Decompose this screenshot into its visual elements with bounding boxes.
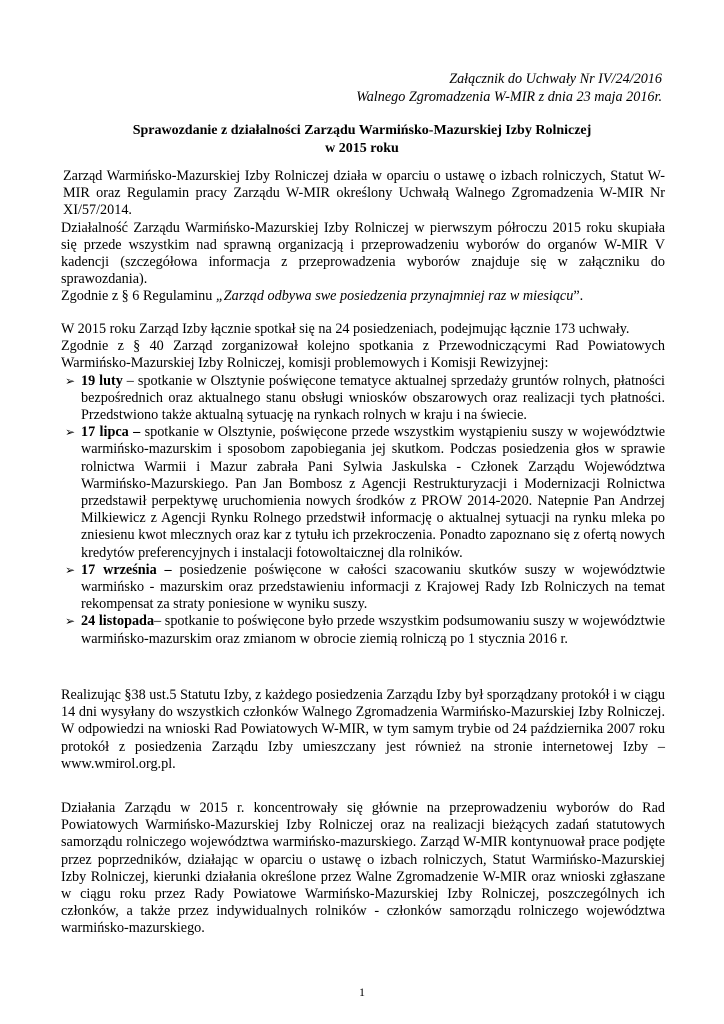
- arrow-bullet-icon: ➢: [65, 562, 76, 577]
- meetings-paragraph-2: Zgodnie z § 40 Zarząd zorganizował kolejno spotkania z Przewodniczącymi Rad Powiatowych Warmińsko-Mazurskiej Izby Rolniczej, komisji problemowych i Komisji Rewizyjnej:: [61, 338, 665, 372]
- intro-p3-prefix: Zgodnie z § 6 Regulaminu: [61, 288, 216, 305]
- activities-paragraph: Działania Zarządu w 2015 r. koncentrowały się głównie na przeprowadzeniu wyborów do Rad Powiatowych Warmińsko-Mazurskiej Izby Rolniczej oraz na realizacji bieżących zadań statutowych samorządu rolniczego województwa warmińsko-mazurskiego. Zarząd W-MIR kontynuował prace podjęte przez poprzedników, działając w oparciu o ustawę o izbach rolniczych, Statut Warmińsko-Mazurskiej Izby Rolniczej, kierunki działania określone przez Walne Zgromadzenie W-MIR oraz wnioski zgłaszane w ciągu roku przez Rady Powiatowe Warmińsko-Mazurskiej Izby Rolniczej, poszczególnych ich członków, a także przez indywidualnych rolników - członków samorządu rolniczego województwa warmińsko-mazurskiego.: [61, 800, 665, 937]
- meeting-description: posiedzenie poświęcone w całości szacowaniu skutków suszy w województwie warmińsko - mazurskim oraz przedstawieniu informacji z Krajowej Rady Izb Rolniczych na temat rekompensat za straty poniesione w wyniku suszy.: [81, 561, 665, 613]
- annex-line-2: Walnego Zgromadzenia W-MIR z dnia 23 maja 2016r.: [356, 89, 662, 105]
- meeting-date: 24 listopada: [81, 613, 155, 630]
- meetings-paragraph-1: W 2015 roku Zarząd Izby łącznie spotkał się na 24 posiedzeniach, podejmując łącznie 173 uchwały.: [61, 321, 630, 337]
- intro-paragraph-1: Zarząd Warmińsko-Mazurskiej Izby Rolniczej działa w oparciu o ustawę o izbach rolniczych, Statut W-MIR oraz Regulamin pracy Zarządu W-MIR określony Uchwałą Walnego Zgromadzenia W-MIR Nr XI/57/2014.: [63, 168, 665, 219]
- intro-section: [61, 168, 665, 306]
- arrow-bullet-icon: ➢: [65, 425, 76, 440]
- report-title: [60, 122, 664, 158]
- activities-section: [61, 800, 665, 938]
- meeting-date: 17 września –: [81, 561, 172, 578]
- protocols-section: [61, 687, 665, 773]
- meeting-description: spotkanie w Olsztynie, poświęcone przede wszystkim wystąpieniu suszy w województwie warmińsko-mazurskim i sposobom zapobiegania jej skutkom. Podczas posiedzenia głos w sprawie rolnictwa Warmii i Mazur zabrała Pani Sylwia Jaskulska - Członek Zarządu Województwa Warmińsko-Mazurskiego. Pan Jan Bombosz z Agencji Restrukturyzacji i Modernizacji Rolnictwa przedstawił perpektywę uruchomienia nowych środków z PROW 2014-2020. Natepnie Pan Andrzej Milkiewicz z Agencji Rynku Rolnego przedstwił informację o aktualnej sytuacji na rynku mleka po zniesienu kwot mlecznych oraz kar z tytułu ich przekroczenia. Ponadto zapoznano się z ofertą nowych kredytów preferencyjnych i instalacji fotowoltaicznej dla rolników.: [81, 424, 665, 561]
- protocols-paragraph: Realizując §38 ust.5 Statutu Izby, z każdego posiedzenia Zarządu Izby był sporządzany protokół i w ciągu 14 dni wysyłany do wszystkich członków Walnego Zgromadzenia Warmińsko-Mazurskiej Izby Rolniczej. W odpowiedzi na wnioski Rad Powiatowych W-MIR, w tym samym trybie od 24 października 2007 roku protokół z posiedzenia Zarządu Izby umieszczany jest również na stronie internetowej Izby – www.wmirol.org.pl.: [61, 687, 665, 772]
- meeting-item: [61, 562, 665, 614]
- intro-paragraph-2: Działalność Zarządu Warmińsko-Mazurskiej Izby Rolniczej w pierwszym półroczu 2015 roku skupiała się przede wszystkim nad sprawną organizacją i przeprowadzeniu wyborów do organów W-MIR V kadencji (szczegółowa informacja z przeprowadzenia wyborów znajduje się w załączniku do sprawozdania).: [61, 219, 665, 288]
- meetings-list: [61, 373, 665, 648]
- meeting-description: – spotkanie to poświęcone było przede wszystkim podsumowaniu suszy w województwie warmińsko-mazurskim oraz zmianom w obrocie ziemią rolniczą po 1 stycznia 2016 r.: [81, 613, 665, 647]
- report-title-line-2: w 2015 roku: [325, 141, 399, 156]
- meeting-description: – spotkanie w Olsztynie poświęcone tematyce aktualnej sprzedaży gruntów rolnych, płatności bezpośrednich oraz aktualnego stanu obsługi wniosków obszarowych oraz realizacji tych płatności. Przedstwiono także aktualną sytuację na rynkach rolnych w kraju i na świecie.: [81, 372, 665, 424]
- meetings-section: [61, 321, 665, 648]
- arrow-bullet-icon: ➢: [65, 614, 76, 629]
- meeting-date: 17 lipca –: [81, 424, 141, 441]
- intro-p3-quote: „Zarząd odbywa swe posiedzenia przynajmniej raz w miesiącu: [215, 288, 574, 305]
- arrow-bullet-icon: ➢: [65, 373, 76, 388]
- annex-line-1: Załącznik do Uchwały Nr IV/24/2016: [449, 71, 662, 87]
- report-title-line-1: Sprawozdanie z działalności Zarządu Warmińsko-Mazurskiej Izby Rolniczej: [132, 123, 592, 138]
- page-number: 1: [359, 985, 365, 999]
- meeting-item: [61, 613, 665, 647]
- meeting-item: [61, 424, 665, 562]
- meeting-date: 19 luty: [81, 372, 123, 389]
- meeting-item: [61, 373, 665, 425]
- intro-p3-suffix: ”.: [573, 288, 584, 305]
- annex-reference: [356, 70, 662, 106]
- intro-paragraph-3: [61, 288, 665, 305]
